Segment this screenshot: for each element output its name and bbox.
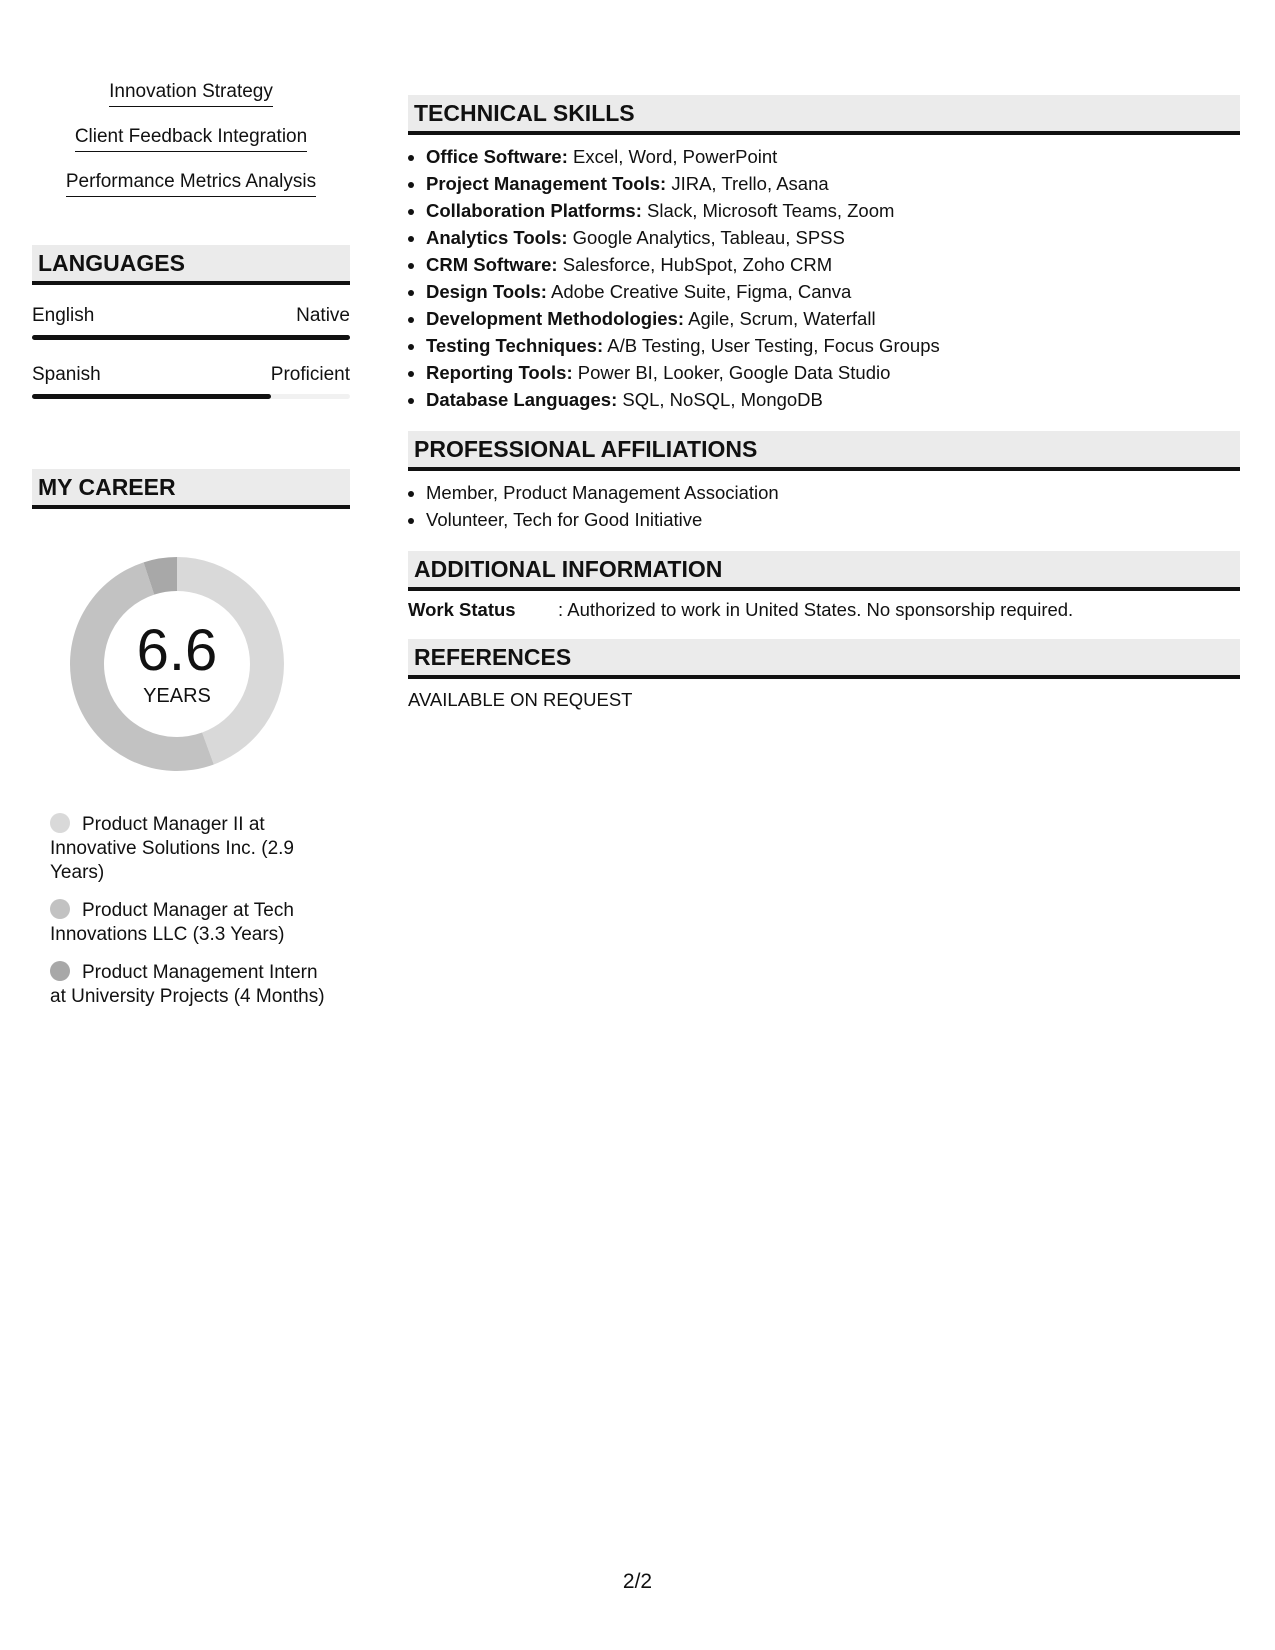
list-item [426, 332, 1240, 359]
skill-link: Client Feedback Integration [75, 125, 307, 152]
legend-dot-icon [50, 899, 70, 919]
skill-category: Collaboration Platforms: [426, 200, 642, 221]
skill-links [32, 80, 350, 197]
legend-dot-icon [50, 813, 70, 833]
affiliations-list [408, 479, 1240, 533]
list-item [426, 224, 1240, 251]
references-heading: REFERENCES [408, 639, 1240, 679]
additional-info-heading: ADDITIONAL INFORMATION [408, 551, 1240, 591]
skill-values: SQL, NoSQL, MongoDB [617, 389, 823, 410]
skill-link: Innovation Strategy [109, 80, 273, 107]
skill-values: Agile, Scrum, Waterfall [684, 308, 876, 329]
language-name: Spanish [32, 364, 101, 385]
list-item [426, 170, 1240, 197]
technical-skills-list [408, 143, 1240, 413]
skill-category: CRM Software: [426, 254, 558, 275]
language-level: Native [296, 305, 350, 326]
list-item [426, 386, 1240, 413]
legend-item [50, 813, 330, 885]
language-bar-track [32, 394, 350, 399]
affiliations-heading: PROFESSIONAL AFFILIATIONS [408, 431, 1240, 471]
skill-values: Slack, Microsoft Teams, Zoom [641, 200, 895, 221]
references-text: AVAILABLE ON REQUEST [408, 689, 633, 710]
list-item [426, 143, 1240, 170]
language-name: English [32, 305, 95, 326]
career-legend [50, 813, 330, 1009]
skill-category: Design Tools: [426, 281, 547, 302]
language-item [32, 305, 350, 340]
skill-values: Adobe Creative Suite, Figma, Canva [546, 281, 852, 302]
legend-label: Product Manager II at Innovative Solutions Inc. (2.9 Years) [50, 814, 294, 883]
language-level: Proficient [270, 364, 350, 385]
skill-category: Development Methodologies: [426, 308, 684, 329]
language-bar-track [32, 335, 350, 340]
skill-values: JIRA, Trello, Asana [666, 173, 829, 194]
legend-item [50, 961, 330, 1009]
list-item [426, 305, 1240, 332]
list-item: • Volunteer, Tech for Good Initiative [426, 506, 1240, 533]
language-bar-fill [32, 394, 271, 399]
list-item [426, 278, 1240, 305]
languages-heading: LANGUAGES [32, 245, 350, 285]
skill-link: Performance Metrics Analysis [66, 170, 316, 197]
technical-skills-heading: TECHNICAL SKILLS [408, 95, 1240, 135]
career-heading: MY CAREER [32, 469, 350, 509]
list-item: • Member, Product Management Association [426, 479, 1240, 506]
skill-values: Excel, Word, PowerPoint [567, 146, 778, 167]
skill-category: Project Management Tools: [426, 173, 667, 194]
skill-category: Reporting Tools: [426, 362, 573, 383]
legend-label: Product Manager at Tech Innovations LLC (3.3 Years) [50, 900, 294, 945]
list-item [426, 251, 1240, 278]
career-donut-chart [62, 549, 292, 779]
skill-category: Database Languages: [426, 389, 618, 410]
skill-category: Analytics Tools: [426, 227, 568, 248]
legend-item [50, 899, 330, 947]
career-total: 6.6 [136, 617, 218, 683]
work-status-value: : Authorized to work in United States. No sponsorship required. [558, 599, 1074, 620]
career-unit: YEARS [143, 684, 211, 707]
work-status-label: Work Status [408, 599, 516, 620]
skill-values: Power BI, Looker, Google Data Studio [572, 362, 891, 383]
page-number: 2/2 [622, 1570, 653, 1593]
skill-category: Testing Techniques: [426, 335, 604, 356]
list-item [426, 197, 1240, 224]
language-bar-fill [32, 335, 350, 340]
skill-values: A/B Testing, User Testing, Focus Groups [603, 335, 940, 356]
skill-values: Salesforce, HubSpot, Zoho CRM [557, 254, 833, 275]
skill-values: Google Analytics, Tableau, SPSS [567, 227, 845, 248]
legend-label: Product Management Intern at University Projects (4 Months) [50, 962, 325, 1007]
skill-category: Office Software: [426, 146, 568, 167]
sidebar [32, 80, 350, 1023]
work-status-row [408, 599, 1240, 621]
legend-dot-icon [50, 961, 70, 981]
list-item [426, 359, 1240, 386]
main-content [408, 95, 1240, 711]
language-item [32, 364, 350, 399]
